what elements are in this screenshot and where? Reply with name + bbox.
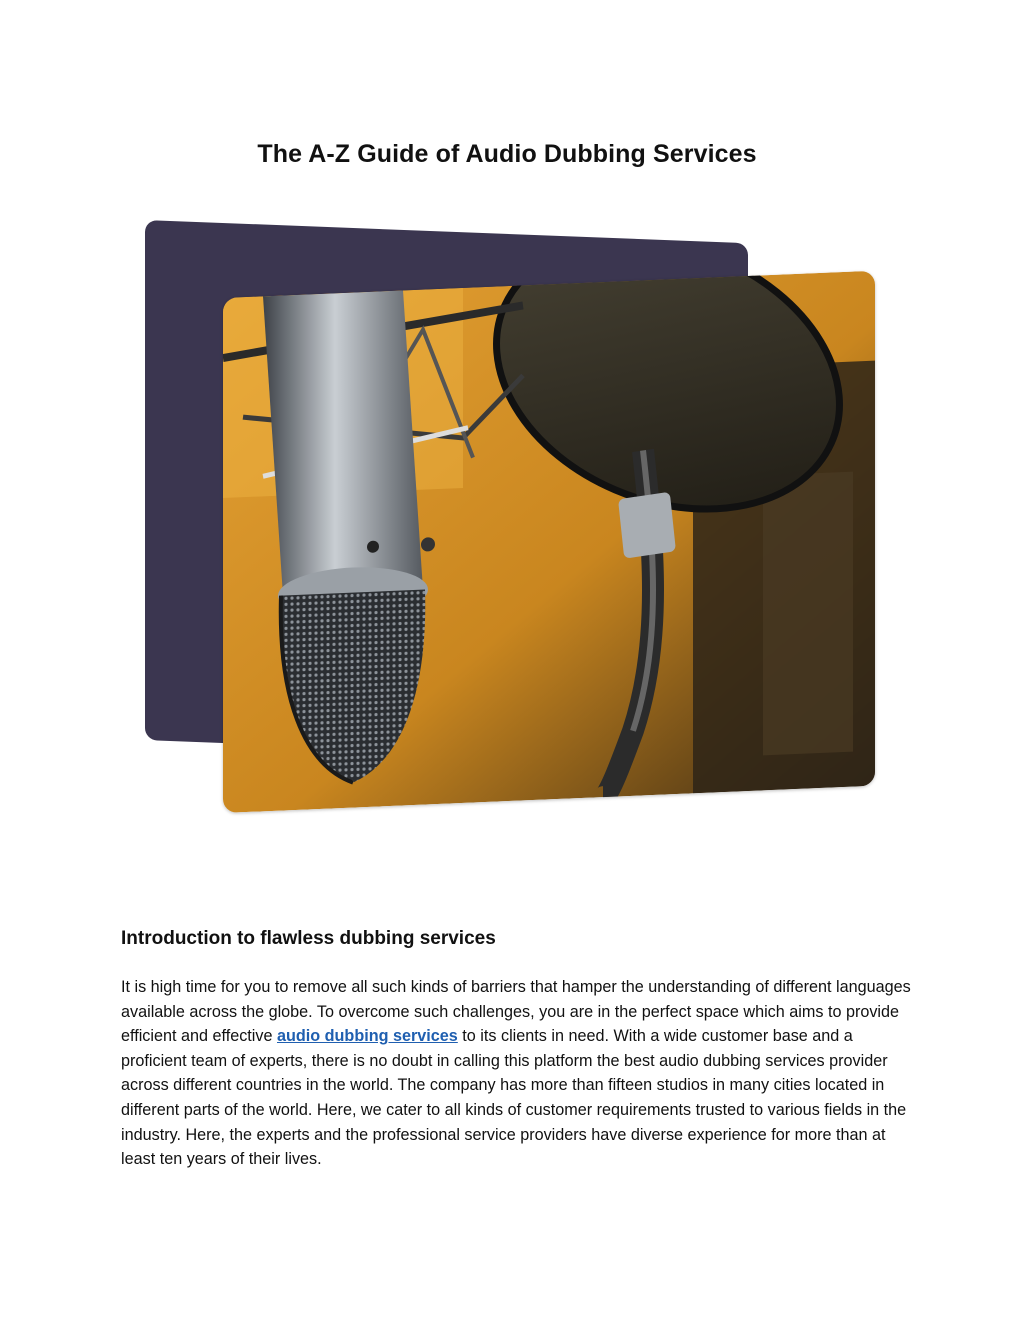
document-title: The A-Z Guide of Audio Dubbing Services xyxy=(257,140,757,168)
paragraph-text-after-link: to its clients in need. With a wide customer base and a proficient team of experts, there is no doubt in calling this platform the best audio dubbing services provider across different countries in the world. The company has more than fifteen studios in many cities located in different parts of the world. Here, we cater to all kinds of customer requirements trusted to various fields in the industry. Here, the experts and the professional service providers have diverse experience for more than at least ten years of their lives. xyxy=(121,1027,907,1169)
intro-paragraph xyxy=(121,975,911,1172)
microphone-photo xyxy=(223,271,875,813)
section-heading: Introduction to flawless dubbing services xyxy=(121,928,496,949)
microphone-illustration xyxy=(223,271,875,813)
paragraph-text-before-link: It is high time for you to remove all such kinds of barriers that hamper the understanding of different languages available across the globe. To overcome such challenges, you are in the perfect space which aims to provide efficient and effective xyxy=(121,978,911,1046)
audio-dubbing-services-link[interactable]: audio dubbing services xyxy=(277,1027,458,1046)
hero-figure xyxy=(145,220,880,820)
